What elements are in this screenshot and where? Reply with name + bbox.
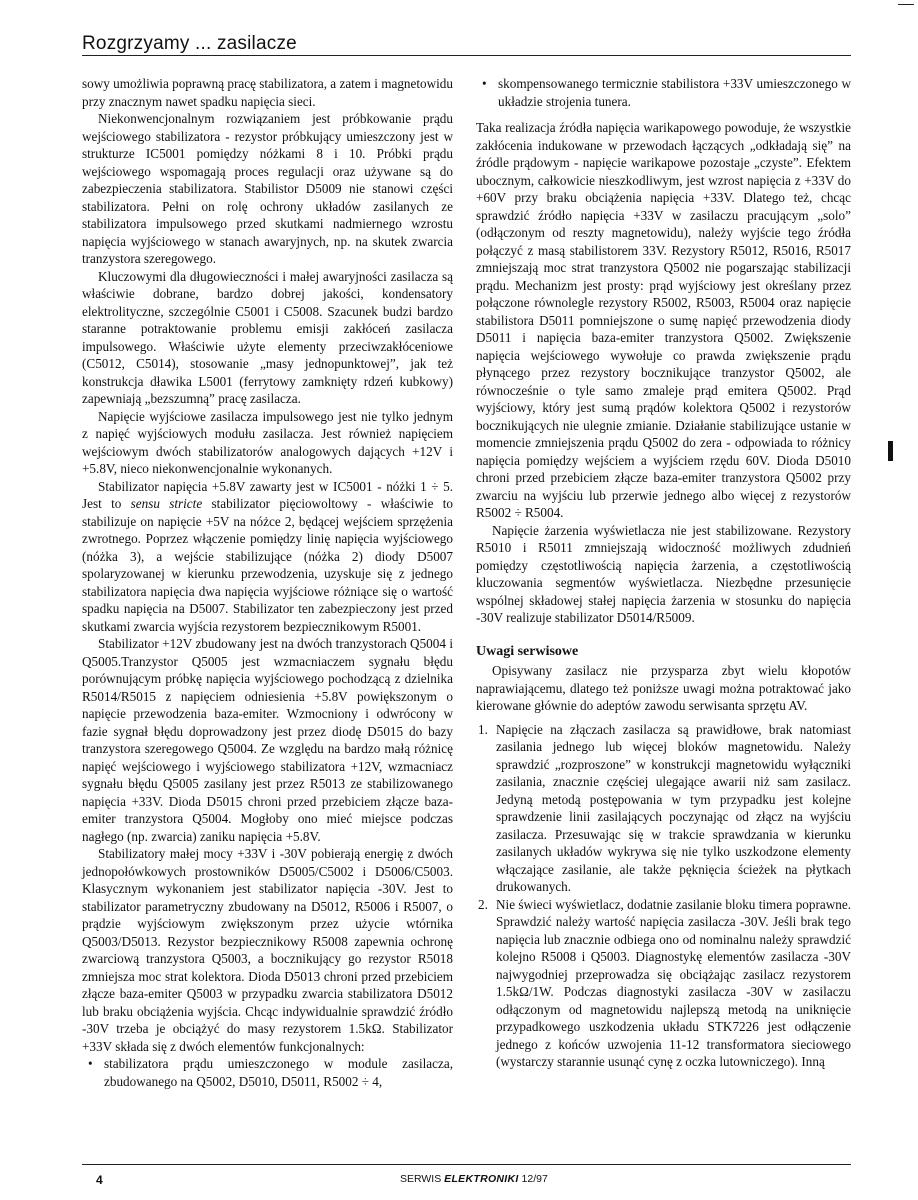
left-column xyxy=(82,75,453,1090)
item-number: 2. xyxy=(478,896,488,912)
paragraph: Napięcie wyjściowe zasilacza impulsowego jest nie tylko jednym z napięć wyjściowych modułu zasilacza. Jest również napięciem wejściowym dwóch stabilizatorów analogowych dających +12V i +5.8V, nieco niekonwencjonalnie wykonanych. xyxy=(82,408,453,476)
paragraph: Stabilizator +12V zbudowany jest na dwóch tranzystorach Q5004 i Q5005.Tranzystor Q5005 jest wzmacniaczem sygnału błędu porównującym próbkę napięcia wyjściowego pochodzącą z dzielnika R5014/R5015 z napięciem odniesienia +5.8V powiększonym o napięcie przewodzenia baza-emiter. Wzmocniony i odwrócony w fazie sygnał błędu doprowadzony jest przez diodę D5015 do bazy tranzystora szeregowego Q5004. Ze względu na bardzo małą różnicę napięć wejściowego i wyjściowego stabilizatora +12V, wzmacniacz sygnału błędu Q5005 zasilany jest przez R5013 ze stabilizowanego napięcia +33V. Dioda D5015 chroni przed przebiciem złącze baza-emiter tranzystora Q5004. Mogłoby ono mieć miejsce podczas nagłego (np. zwarcia) zaniku napięcia +5.8V. xyxy=(82,636,453,844)
item-text: Nie świeci wyświetlacz, dodatnie zasilanie bloku timera poprawne. Sprawdzić należy wartość napięcia zasilacza -30V. Jeśli brak tego napięcia lub znacznie odbiega ono od nominalnu należy sprawdzić kolejno R5008 i Q5003. Diagnostykę elementów zasilacza -30V najwygodniej przeprowadza się obciążając zasilacz rezystorem 1.5kΩ/1W. Podczas diagnostyki zasilacza -30V w zasilaczu odłączonym od magnetowidu najlepszą metodą na uniknięcie przypadkowego uszkodzenia układu STK7226 jest odłączenie jednego z końców uzwojenia 11-12 transformatora sieciowego (wystarczy starannie usunąć cynę z oczka lutowniczego). Inną xyxy=(496,896,851,1069)
magazine-brand: ELEKTRONIKI xyxy=(444,1173,519,1185)
bullet-list xyxy=(476,75,851,110)
bullet-list xyxy=(82,1055,453,1090)
magazine-prefix: SERWIS xyxy=(400,1173,442,1185)
corner-mark xyxy=(898,4,914,5)
bullet-item: • skompensowanego termicznie stabilistora +33V umieszczonego w układzie strojenia tunera. xyxy=(476,75,851,110)
paragraph: sowy umożliwia poprawną pracę stabilizatora, a zatem i magnetowidu przy znacznym nawet spadku napięcia sieci. xyxy=(82,76,453,109)
text-run: Stabilizator napięcia +5.8V zawarty jest w IC5001 - nóżki 1 ÷ 5. Jest to xyxy=(82,478,453,511)
paragraph: Niekonwencjonalnym rozwiązaniem jest próbkowanie prądu wejściowego stabilizatora - rezystor próbkujący umieszczony jest w strukturze IC5001 pomiędzy nóżkami 8 i 10. Próbki prądu wejściowego wspomagają proces regulacji oraz używane są do zabezpieczenia stabilizatora. Stabilistor D5009 nie stanowi części stabilizatora. Pełni on rolę ochrony układów zasilanych ze stabilizatora impulsowego przed skutkami nadmiernego wzrostu napięcia wyjściowego w stanach awaryjnych, np. na skutek zwarcia tranzystora szeregowego. xyxy=(82,111,453,266)
paragraph xyxy=(82,478,453,636)
magazine-name xyxy=(400,1173,548,1185)
header-rule xyxy=(82,55,851,56)
paragraph: Stabilizatory małej mocy +33V i -30V pobierają energię z dwóch jednopołówkowych prostowników D5005/C5002 i D5006/C5003. Klasycznym wykonaniem jest stabilizator napięcia -30V. Jest to stabilizator parametryczny zbudowany na D5012, R5006 i R5007, o prądzie wyjściowym zwiększonym przez użycie wtórnika Q5003/D5013. Rezystor bezpiecznikowy R5008 zapewnia ochronę zwarciową tranzystora Q5003, a bocznikujący go rezystor R5018 zmniejsza moc strat kolektora. Dioda D5013 chroni przed przebiciem złącze baza-emiter Q5003 w przypadku zwarcia stabilizatora D5012 lub braku obciążenia wyjścia. Chcąc indywidualnie sprawdzić źródło -30V trzeba je obciążyć do masy rezystorem 1.5kΩ. Stabilizator +33V składa się z dwóch elementów funkcjonalnych: xyxy=(82,846,453,1054)
paragraph: Opisywany zasilacz nie przysparza zbyt wielu kłopotów naprawiającemu, dlatego też poniższe uwagi można potraktować jako kierowane głównie do adeptów zawodu serwisanta sprzętu AV. xyxy=(476,663,851,713)
text-run: stabilizator pięciowoltowy - właściwie to stabilizuje on napięcie +5V na nóżce 2, będącej wejściem sprzężenia zwrotnego. Poprzez włączenie pomiędzy linię napięcia wyjściowego (nóżka 3), a wejście stabilizujące (nóżka 2) diody D5007 spolaryzowanej w kierunku przewodzenia, uzyskuje się z jednego stabilizatora napięcia dwa napięcia wyjściowe różniące się o wartość spadku napięcia na D5007. Stabilizator ten zabezpieczony jest przed skutkami zwarcia wyjścia rezystorem bezpiecznikowym R5001. xyxy=(82,496,453,634)
paragraph: Taka realizacja źródła napięcia warikapowego powoduje, że wszystkie zakłócenia indukowane w przewodach łączących „odkładają się” na źródle prądowym - napięcie warikapowe pozostaje „czyste”. Efektem ubocznym, całkowicie nieszkodliwym, jest wzrost napięcia z +33V do +60V przy braku obciążenia napięcia +33V. Dlatego też, chcąc sprawdzić źródło napięcia +33V w zasilaczu pracującym „solo” (odłączonym od reszty magnetowidu), należy wyjście tego źródła połączyć z masą stabilistorem 33V. Rezystory R5012, R5016, R5017 zmniejszają moc strat tranzystora Q5002 nie pogarszając stabilizacji prądu. Mechanizm jest prosty: prąd wyjściowy jest określany przez połączone równolegle rezystory R5002, R5003, R5004 oraz napięcie stabilistora D5011 pomniejszone o sumę napięć przewodzenia diody D5011 i napięcia baza-emiter tranzystora Q5002. Zwiększenie napięcia wejściowego wywołuje co prawda zwiększenie prądu płynącego przez rezystory bocznikujące tranzystor Q5002, ale równocześnie o tyle samo zmaleje prąd emitera Q5002. Prąd wyjściowy, który jest sumą prądów kolektora Q5002 i rezystorów bocznikujących nie ulegnie zmianie. Działanie stabilizujące ustanie w momencie zmniejszenia prądu Q5002 do zera - odpowiada to różnicy napięcia pomiędzy wejściem a wyjściem rzędu 60V. Dioda D5010 chroni przed przebiciem złącze baza-emiter tranzystora Q5002 przy zwarciu na wyjściu lub przerwie jednego albo więcej z rezystorów R5002 ÷ R5004. xyxy=(476,120,851,520)
paragraph: Kluczowymi dla długowieczności i małej awaryjności zasilacza są właściwie dobrane, bardzo dobrej jakości, kondensatory elektrolityczne, szczególnie C5001 i C5008. Szacunek budzi bardzo staranne potraktowanie problemu emisji zakłóceń zasilacza impulsowego. Właściwie użyte elementy przeciwzakłóceniowe (C5012, C5014), stosowanie „masy jednopunktowej”, jak też konstrukcja dławika L5001 (ferrytowy zamknięty rdzeń kubkowy) zapewniają „bezszumną” pracę zasilacza. xyxy=(82,268,453,406)
numbered-item xyxy=(476,721,851,896)
italic-term: sensu stricte xyxy=(130,496,203,511)
item-number: 1. xyxy=(478,721,488,737)
paragraph: Napięcie żarzenia wyświetlacza nie jest stabilizowane. Rezystory R5010 i R5011 zmniejszają widoczność możliwych zdudnień pomiędzy częstotliwością napięcia żarzenia, a częstotliwością kluczowania segmentów wyświetlacza. Niezbędne przesunięcie wspólnej składowej stałej napięcia żarzenia w stosunku do napięcia -30V realizuje stabilizator D5014/R5009. xyxy=(476,522,851,625)
numbered-item xyxy=(476,896,851,1071)
section-heading: Uwagi serwisowe xyxy=(476,643,579,659)
footer-rule xyxy=(82,1164,851,1165)
item-text: Napięcie na złączach zasilacza są prawidłowe, brak natomiast zasilania jednego lub więcej bloków magnetowidu. Należy sprawdzić „rozproszone” w konstrukcji magnetowidu wyłączniki zasilania, znacznie częściej ulegające awarii niż sam zasilacz. Jedyną metodą postępowania w tym przypadku jest kolejne sprawdzenie linii zasilających poczynając od złącz na wyjściu zasilacza. Przesuwając się w trakcie sprawdzania w kierunku zasilanych układów wykrywa się nie tylko uszkodzone elementy włączające zasilanie, ale także pęknięcia ścieżek na płytkach drukowanych. xyxy=(496,721,851,894)
bullet-item: • stabilizatora prądu umieszczonego w module zasilacza, zbudowanego na Q5002, D5010, D5011, R5002 ÷ 4, xyxy=(82,1055,453,1090)
margin-mark xyxy=(888,441,893,461)
right-column xyxy=(476,75,851,1071)
issue-number: 12/97 xyxy=(521,1173,548,1185)
page-header-title: Rozgrzyamy ... zasilacze xyxy=(82,33,297,54)
numbered-list xyxy=(476,721,851,1071)
page-number: 4 xyxy=(96,1173,103,1187)
